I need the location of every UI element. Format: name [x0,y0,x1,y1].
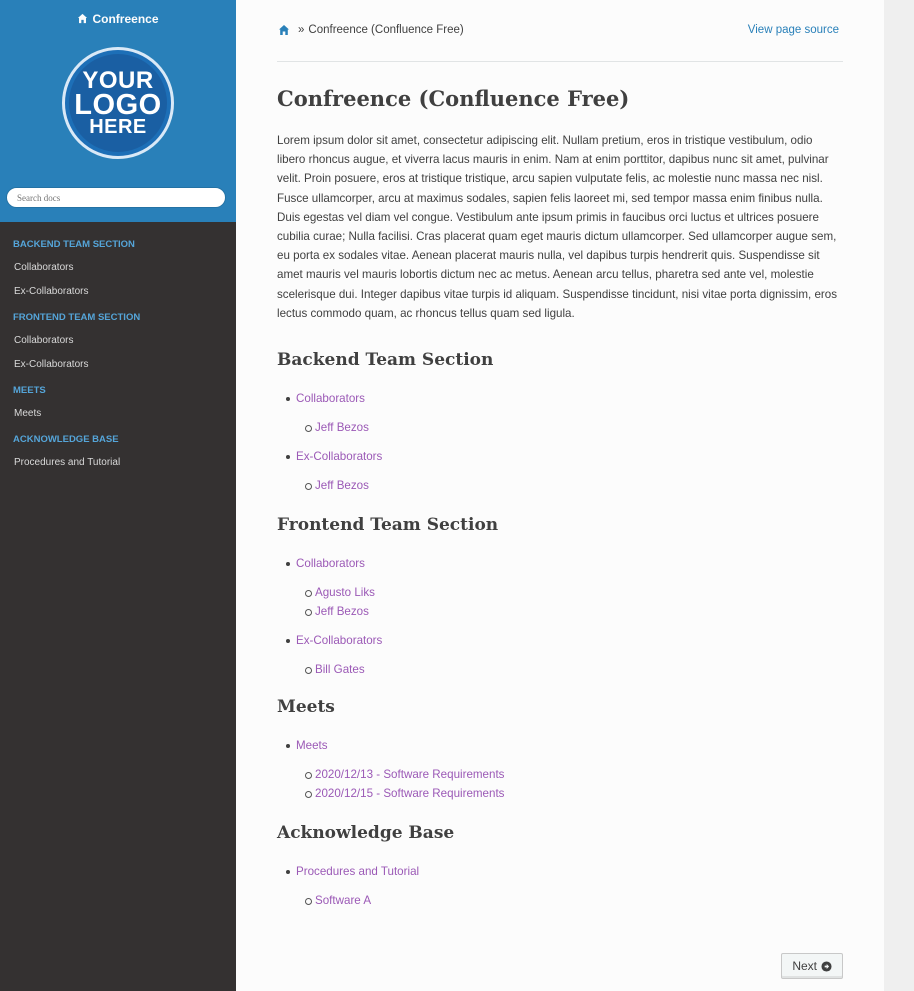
breadcrumb-current: Confreence (Confluence Free) [308,24,464,36]
section-list [277,557,843,676]
list-link[interactable]: Jeff Bezos [315,605,369,619]
list-item [277,479,843,492]
section-title: Backend Team Section [277,350,494,371]
list-item [277,739,843,752]
section-list [277,739,843,800]
intro-paragraph: Lorem ipsum dolor sit amet, consectetur adipiscing elit. Nullam pretium, eros in tristique vestibulum, odio libero rhoncus augue, et viverra lacus mauris in enim. Nam at enim porttitor, dapibus nunc sit amet, pulvinar velit. Proin posuere, eros at tristique tristique, arcu sapien vulputate felis, ac molestie nunc massa nec nisl. Fusce ullamcorper, arcu at maximus sodales, sapien felis laoreet mi, sed tempor massa enim finibus nulla. Duis egestas vel diam vel congue. Vestibulum ante ipsum primis in faucibus orci luctus et ultrices posuere cubilia curae; Nulla facilisi. Cras placerat quam eget mauris dictum ullamcorper. Sed ullamcorper augue sem, eu porta ex sodales vitae. Aenean placerat mauris nulla, vel dapibus turpis hendrerit quis. Suspendisse sit amet mauris vel mauris lobortis dictum nec ac metus. Aenean arcu tellus, pharetra sed ante vel, molestie scelerisque dui. Integer dapibus vitae turpis id aliquam. Suspendisse tincidunt, nisi vitae porta dignissim, eros lectus commodo quam, ac rhoncus tellus quam sed ligula. [277,134,838,320]
list-link[interactable]: Jeff Bezos [315,421,369,435]
section-list [277,392,843,492]
sidebar-item-ex-collaborators[interactable]: Ex-Collaborators [14,359,89,370]
list-link[interactable]: Bill Gates [315,663,365,677]
list-item [277,634,843,647]
breadcrumb-separator: » [298,24,305,36]
list-item [277,894,843,907]
list-link[interactable]: Procedures and Tutorial [296,865,420,879]
sidebar-item-procedures[interactable]: Procedures and Tutorial [14,457,121,468]
section-title: Acknowledge Base [277,823,455,844]
page-title: Confreence (Confluence Free) [277,86,630,111]
nav-group-backend [0,238,236,309]
list-link[interactable]: Jeff Bezos [315,479,369,493]
section-title: Frontend Team Section [277,515,499,536]
nav-group-frontend [0,311,236,382]
sidebar-item-ex-collaborators[interactable]: Ex-Collaborators [14,286,89,297]
list-item [277,392,843,405]
nav-caption: ACKNOWLEDGE BASE [13,434,119,445]
nav-caption: FRONTEND TEAM SECTION [13,312,141,323]
list-link[interactable]: Agusto Liks [315,586,375,600]
search-input[interactable] [6,187,226,208]
list-link[interactable]: Collaborators [296,557,365,571]
section-title: Meets [277,697,335,718]
nav-caption: MEETS [13,385,46,396]
logo[interactable] [62,47,174,159]
list-link[interactable]: 2020/12/15 - Software Requirements [315,787,505,801]
search-box [6,187,226,208]
list-link[interactable]: Ex-Collaborators [296,634,383,648]
sidebar-item-collaborators[interactable]: Collaborators [14,335,74,346]
list-item [277,768,843,781]
list-item [277,450,843,463]
logo-line-1: YOUR [82,67,154,95]
list-item [277,586,843,599]
project-name: Confreence [92,11,159,26]
sidebar-nav [0,222,236,480]
nav-caption: BACKEND TEAM SECTION [13,239,135,250]
list-link[interactable]: Meets [296,739,328,753]
sidebar [0,0,236,991]
list-item [277,605,843,618]
breadcrumb [277,0,843,62]
arrow-circle-right-icon [821,961,832,972]
home-icon [77,13,88,24]
list-link[interactable]: Collaborators [296,392,365,406]
view-source-link[interactable]: View page source [747,24,839,36]
list-link[interactable]: Ex-Collaborators [296,450,383,464]
logo-line-3: HERE [89,115,147,138]
project-home-link[interactable] [77,12,158,26]
list-item [277,787,843,800]
sidebar-item-collaborators[interactable]: Collaborators [14,262,74,273]
list-link[interactable]: 2020/12/13 - Software Requirements [315,768,505,782]
main-content [236,0,884,991]
list-item [277,421,843,434]
nav-group-acknowledge [0,433,236,480]
sidebar-item-meets[interactable]: Meets [14,408,42,419]
next-label: Next [792,959,817,973]
sidebar-header [0,0,236,222]
list-link[interactable]: Software A [315,894,372,908]
list-item [277,865,843,878]
home-icon[interactable] [278,24,290,36]
next-button[interactable] [781,953,843,979]
list-item [277,663,843,676]
section-list [277,865,843,907]
list-item [277,557,843,570]
nav-group-meets [0,384,236,431]
logo-line-2: LOGO [74,88,162,121]
